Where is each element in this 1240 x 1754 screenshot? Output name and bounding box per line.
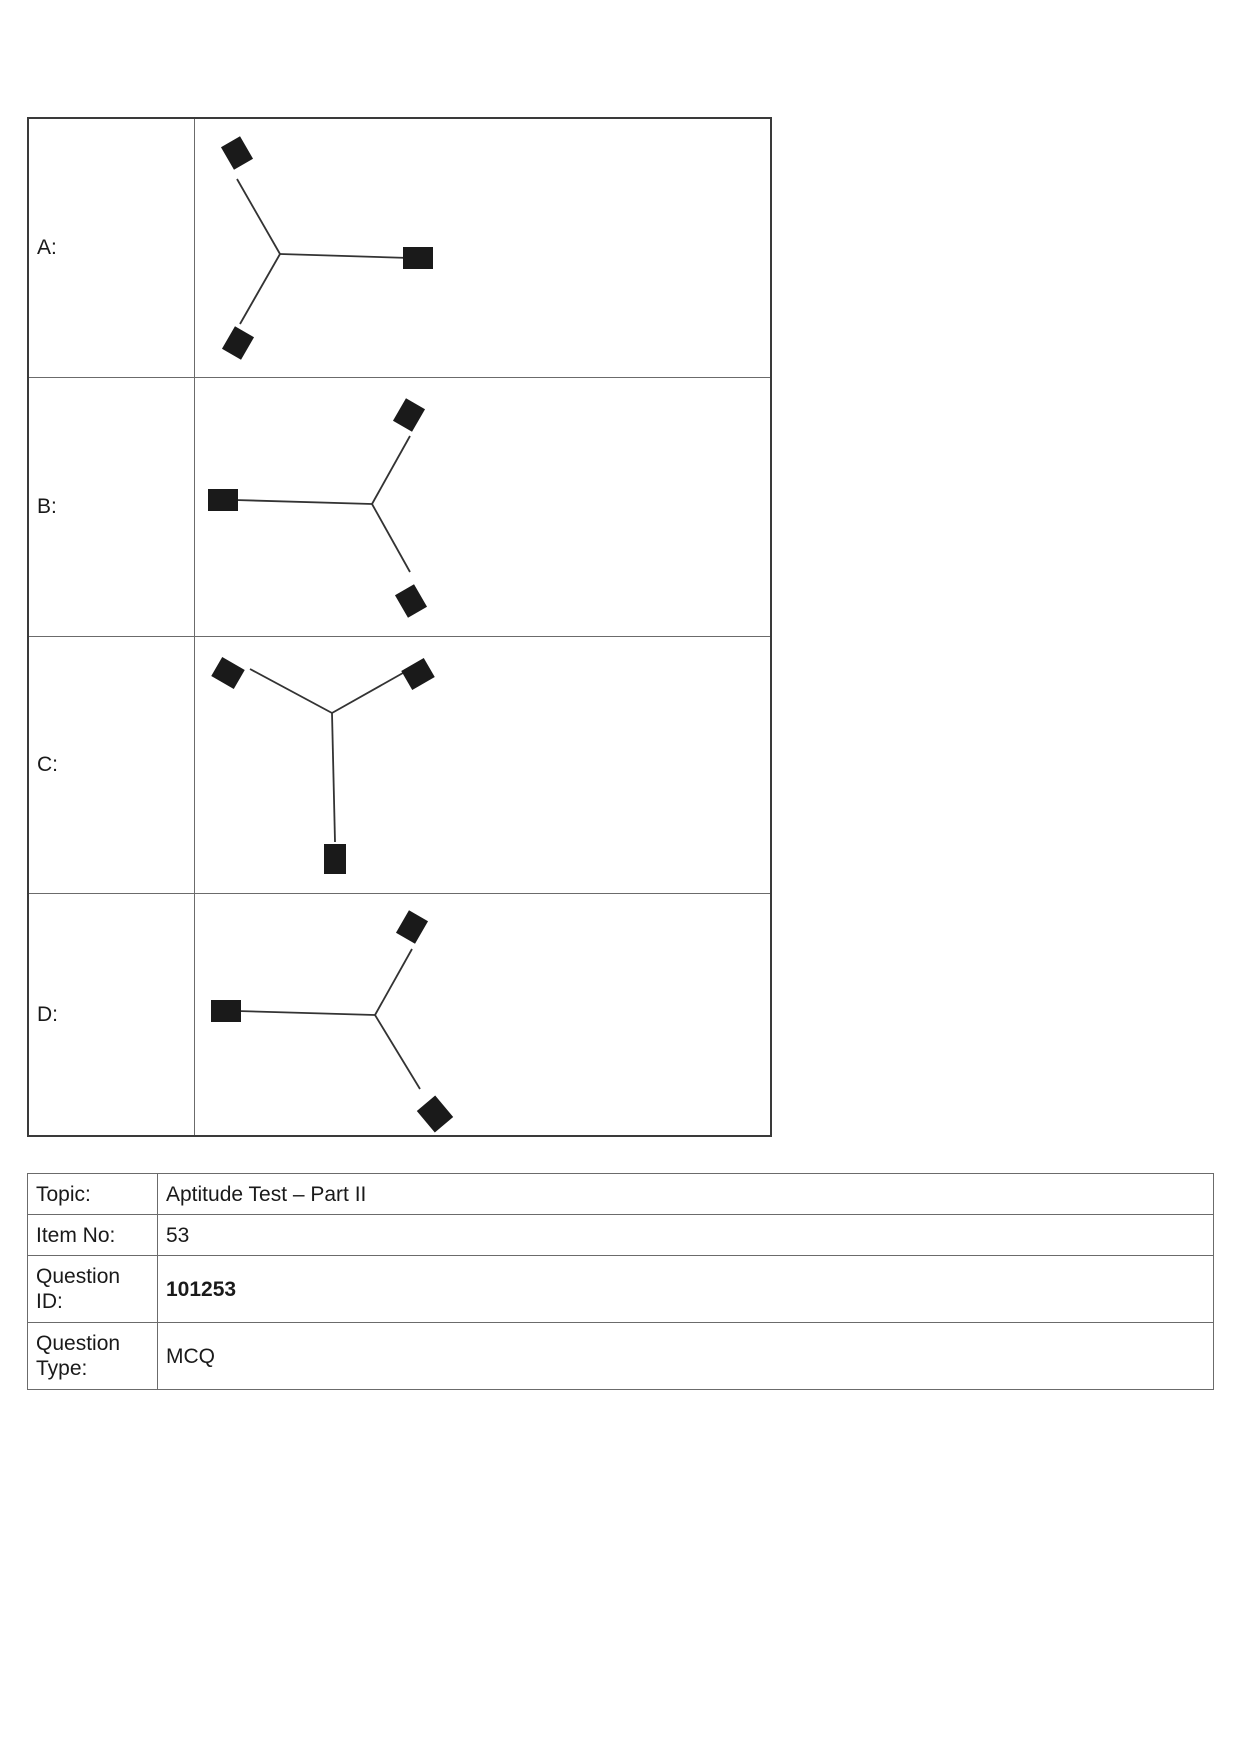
- figure-c: [195, 637, 770, 893]
- option-label-c: C:: [28, 637, 195, 894]
- option-label-d: D:: [28, 894, 195, 1137]
- option-row-b: [28, 378, 771, 637]
- question-type-value: MCQ: [158, 1323, 1214, 1390]
- question-type-row: [28, 1323, 1214, 1390]
- option-row-a: [28, 118, 771, 378]
- question-id-row: [28, 1256, 1214, 1323]
- option-figure-b[interactable]: [195, 378, 772, 637]
- item-no-row: [28, 1215, 1214, 1256]
- option-row-c: [28, 637, 771, 894]
- topic-row: [28, 1174, 1214, 1215]
- question-metadata-table: [27, 1173, 1214, 1390]
- option-figure-d[interactable]: [195, 894, 772, 1137]
- question-id-value: 101253: [158, 1256, 1214, 1323]
- topic-value: Aptitude Test – Part II: [158, 1174, 1214, 1215]
- topic-label: Topic:: [28, 1174, 158, 1215]
- option-figure-c[interactable]: [195, 637, 772, 894]
- item-no-label: Item No:: [28, 1215, 158, 1256]
- question-id-label: Question ID:: [28, 1256, 158, 1323]
- option-figure-a[interactable]: [195, 118, 772, 378]
- option-label-a: A:: [28, 118, 195, 378]
- options-table: [27, 117, 772, 1137]
- figure-a: [195, 119, 770, 377]
- option-label-b: B:: [28, 378, 195, 637]
- figure-b: [195, 378, 770, 636]
- item-no-value: 53: [158, 1215, 1214, 1256]
- question-type-label: Question Type:: [28, 1323, 158, 1390]
- figure-d: [195, 894, 770, 1135]
- option-row-d: [28, 894, 771, 1137]
